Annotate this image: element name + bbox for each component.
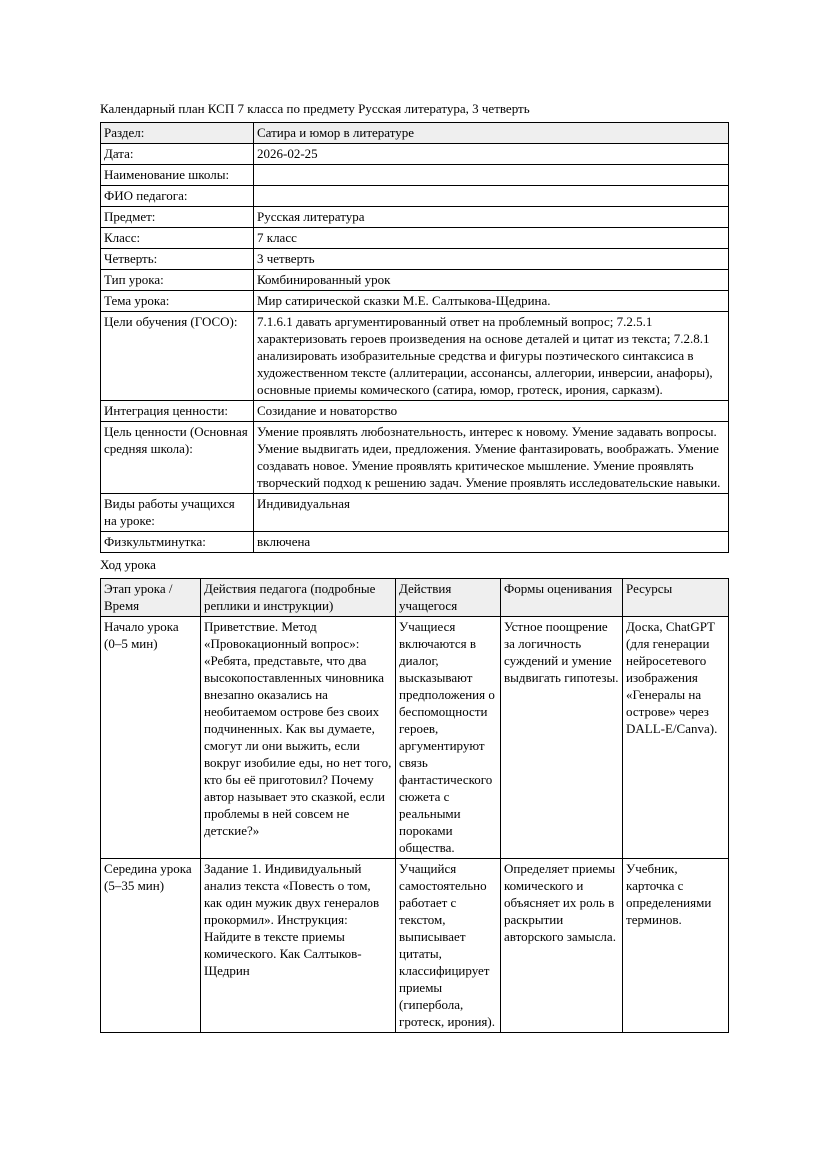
info-label: Тема урока: bbox=[101, 291, 254, 312]
info-label: Цель ценности (Основная средняя школа): bbox=[101, 422, 254, 494]
lesson-flow-table-clip bbox=[100, 578, 736, 1108]
cell-resources: Доска, ChatGPT (для генерации нейросетевого изображения «Генералы на острове» через DALL-E/Canva). bbox=[623, 617, 729, 859]
info-label: Тип урока: bbox=[101, 270, 254, 291]
info-value: Мир сатирической сказки М.Е. Салтыкова-Щедрина. bbox=[254, 291, 729, 312]
table-row bbox=[101, 291, 729, 312]
info-label: Физкультминутка: bbox=[101, 532, 254, 553]
cell-assessment: Устное поощрение за логичность суждений и умение выдвигать гипотезы. bbox=[501, 617, 623, 859]
cell-teacher-actions: Задание 1. Индивидуальный анализ текста «Повесть о том, как один мужик двух генералов прокормил». Инструкция: Найдите в тексте приемы комического. Как Салтыков-Щедрин bbox=[201, 859, 396, 1033]
info-value: 3 четверть bbox=[254, 249, 729, 270]
table-row bbox=[101, 494, 729, 532]
lesson-flow-table-body bbox=[101, 579, 729, 1033]
cell-stage: Середина урока (5–35 мин) bbox=[101, 859, 201, 1033]
column-header-resources: Ресурсы bbox=[623, 579, 729, 617]
cell-teacher-actions: Приветствие. Метод «Провокационный вопрос»: «Ребята, представьте, что два высокопоставленных чиновника внезапно оказались на необитаемом острове без своих подчиненных. Как вы думаете, смогут ли они выжить, если вокруг изобилие еды, но нет того, кто бы её приготовил? Почему автор называет это сказкой, если проблемы в ней совсем не детские?» bbox=[201, 617, 396, 859]
table-row bbox=[101, 186, 729, 207]
info-value: Созидание и новаторство bbox=[254, 401, 729, 422]
info-value: Индивидуальная bbox=[254, 494, 729, 532]
info-value bbox=[254, 165, 729, 186]
cell-stage: Начало урока (0–5 мин) bbox=[101, 617, 201, 859]
info-label: Четверть: bbox=[101, 249, 254, 270]
table-header-row bbox=[101, 579, 729, 617]
cell-assessment: Определяет приемы комического и объясняет их роль в раскрытии авторского замысла. bbox=[501, 859, 623, 1033]
table-row bbox=[101, 532, 729, 553]
info-value bbox=[254, 186, 729, 207]
column-header-assessment: Формы оценивания bbox=[501, 579, 623, 617]
table-row bbox=[101, 165, 729, 186]
info-label: Раздел: bbox=[101, 123, 254, 144]
table-row bbox=[101, 312, 729, 401]
info-value: включена bbox=[254, 532, 729, 553]
info-value: 7.1.6.1 давать аргументированный ответ на проблемный вопрос; 7.2.5.1 характеризовать героев произведения на основе деталей и цитат из текста; 7.2.8.1 анализировать изобразительные средства и фигуры поэтического синтаксиса в художественном тексте (аллитерации, ассонансы, аллегории, инверсии, анафоры), основные приемы комического (сатира, юмор, гротеск, ирония, сарказм). bbox=[254, 312, 729, 401]
info-value: 7 класс bbox=[254, 228, 729, 249]
column-header-stage: Этап урока / Время bbox=[101, 579, 201, 617]
table-row bbox=[101, 144, 729, 165]
lesson-info-table-body bbox=[101, 123, 729, 553]
table-row bbox=[101, 401, 729, 422]
lesson-info-table bbox=[100, 122, 729, 553]
table-row bbox=[101, 422, 729, 494]
info-label: Интеграция ценности: bbox=[101, 401, 254, 422]
table-row bbox=[101, 249, 729, 270]
info-label: Предмет: bbox=[101, 207, 254, 228]
info-label: Дата: bbox=[101, 144, 254, 165]
info-label: Виды работы учащихся на уроке: bbox=[101, 494, 254, 532]
table-row bbox=[101, 207, 729, 228]
info-value: Русская литература bbox=[254, 207, 729, 228]
info-value: Умение проявлять любознательность, интерес к новому. Умение задавать вопросы. Умение выдвигать идеи, предложения. Умение фантазировать, воображать. Умение создавать новое. Умение проявлять критическое мышление. Умение проявлять творческий подход к решению задач. Умение проявлять исследовательские навыки. bbox=[254, 422, 729, 494]
lesson-flow-caption: Ход урока bbox=[100, 557, 156, 572]
page-title: Календарный план КСП 7 класса по предмету Русская литература, 3 четверть bbox=[100, 101, 530, 116]
table-row bbox=[101, 859, 729, 1033]
info-label: Наименование школы: bbox=[101, 165, 254, 186]
cell-student-actions: Учащиеся включаются в диалог, высказывают предположения о беспомощности героев, аргументируют связь фантастического сюжета с реальными пороками общества. bbox=[396, 617, 501, 859]
info-label: Цели обучения (ГОСО): bbox=[101, 312, 254, 401]
table-row bbox=[101, 228, 729, 249]
lesson-flow-table bbox=[100, 578, 729, 1033]
cell-resources: Учебник, карточка с определениями терминов. bbox=[623, 859, 729, 1033]
column-header-student-actions: Действия учащегося bbox=[396, 579, 501, 617]
cell-student-actions: Учащийся самостоятельно работает с текстом, выписывает цитаты, классифицирует приемы (гипербола, гротеск, ирония). bbox=[396, 859, 501, 1033]
table-row bbox=[101, 270, 729, 291]
table-row bbox=[101, 123, 729, 144]
info-value: 2026-02-25 bbox=[254, 144, 729, 165]
info-value: Комбинированный урок bbox=[254, 270, 729, 291]
info-value: Сатира и юмор в литературе bbox=[254, 123, 729, 144]
table-row bbox=[101, 617, 729, 859]
column-header-teacher-actions: Действия педагога (подробные реплики и инструкции) bbox=[201, 579, 396, 617]
info-label: Класс: bbox=[101, 228, 254, 249]
info-label: ФИО педагога: bbox=[101, 186, 254, 207]
